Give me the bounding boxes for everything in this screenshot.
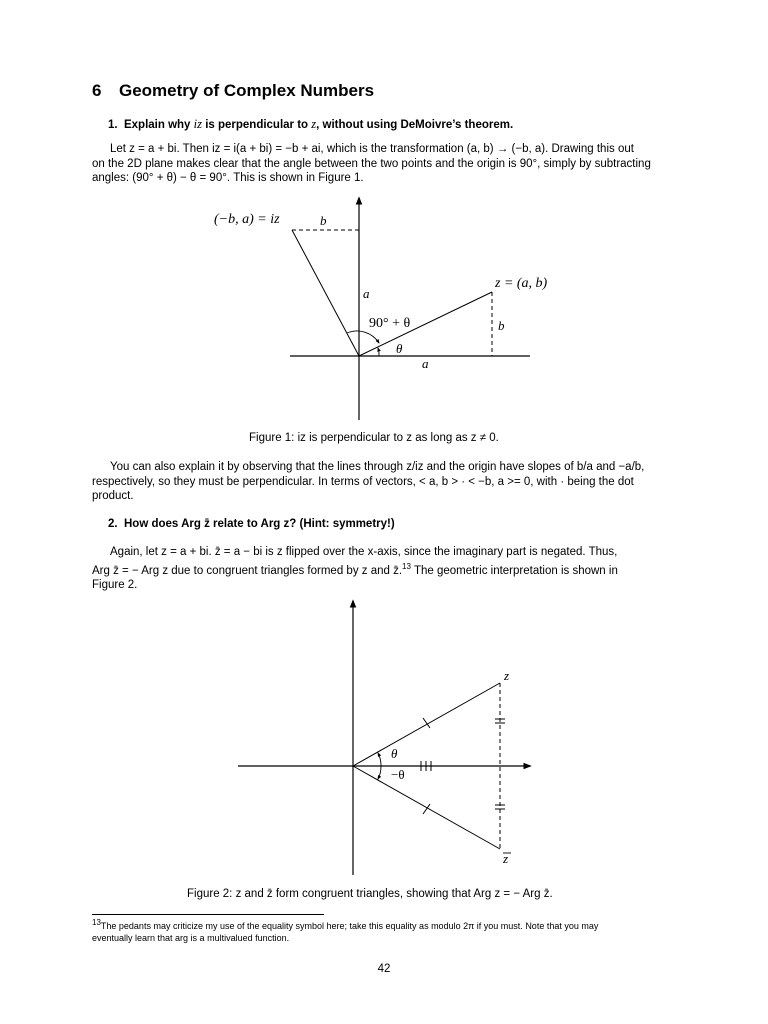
question-1-math-b: z [311, 117, 317, 131]
paragraph-3-line-3: Figure 2. [92, 578, 138, 591]
fig1-theta-arc [378, 348, 379, 356]
paragraph-3-line-2 [92, 560, 676, 578]
fig2-neg-theta-arc [378, 766, 381, 779]
fig1-label-iz: (−b, a) = iz [214, 212, 280, 227]
paragraph-2-line-2: respectively, so they must be perpendicular. In terms of vectors, < a, b > · < −b, a >= 0, with · being the dot [92, 475, 634, 488]
fig1-label-b-top: b [320, 213, 327, 228]
fig1-label-theta: θ [396, 341, 403, 356]
figure-2-diagram [230, 595, 550, 880]
fig1-label-a-left: a [363, 286, 370, 301]
footnote-mark: 13 [92, 918, 101, 927]
footnote [92, 917, 676, 944]
fig1-big-angle-arc [347, 331, 379, 343]
paragraph-1-line-3: angles: (90° + θ) − θ = 90°. This is shown in Figure 1. [92, 172, 364, 184]
paragraph-2-line-3: product. [92, 490, 134, 502]
paragraph-1-line-1: Let z = a + bi. Then iz = i(a + bi) = −b + ai, which is the transformation (a, b) → (−b, a). Drawing this out [110, 143, 634, 155]
question-1-text-a: Explain why [123, 119, 194, 131]
question-2-text: How does Arg z̄ relate to Arg z? (Hint: symmetry!) [123, 518, 395, 530]
question-2 [108, 518, 395, 530]
fig2-zbar-vector [353, 766, 500, 849]
section-title: Geometry of Complex Numbers [119, 81, 375, 100]
footnote-line-2: eventually learn that arg is a multivalued function. [92, 933, 290, 943]
fig2-z-vector [353, 683, 500, 766]
paragraph-1-line-2: on the 2D plane makes clear that the angle between the two points and the origin is 90°, simply by subtracting [92, 157, 651, 170]
figure-1-caption: Figure 1: iz is perpendicular to z as long as z ≠ 0. [249, 432, 499, 444]
fig2-label-z: z [504, 668, 510, 683]
page-number: 42 [377, 963, 391, 975]
footnote-rule [92, 914, 324, 915]
fig2-label-zbar: z [503, 851, 509, 866]
question-1-math-a: iz [193, 117, 202, 131]
paragraph-3 [92, 545, 676, 592]
footnote-line-1-text: The pedants may criticize my use of the equality symbol here; take this equality as modulo 2π if you must. Note that you may [100, 921, 599, 931]
question-1-text-b: is perpendicular to [202, 119, 312, 131]
fig2-label-theta: θ [391, 746, 398, 761]
paragraph-2-line-1: You can also explain it by observing that the lines through z/iz and the origin have slopes of b/a and −a/b, [110, 461, 645, 473]
paragraph-1 [92, 142, 676, 186]
question-1 [108, 117, 513, 132]
question-1-number: 1. [108, 119, 118, 131]
paragraph-3-line-1: Again, let z = a + bi. z̄ = a − bi is z flipped over the x-axis, since the imaginary part is negated. Thus, [110, 546, 618, 558]
fig1-label-a-bottom: a [422, 356, 429, 371]
fig1-label-z: z = (a, b) [495, 276, 548, 291]
figure-1-diagram [200, 190, 580, 430]
question-1-text-c: , without using DeMoivre’s theorem. [316, 119, 514, 131]
fig2-label-neg-theta: −θ [391, 767, 405, 782]
footnote-line-1 [92, 917, 676, 932]
figure-2-caption: Figure 2: z and z̄ form congruent triangles, showing that Arg z = − Arg z̄. [187, 888, 553, 900]
fig1-iz-vector [292, 230, 359, 356]
paragraph-3-line-2-tail: The geometric interpretation is shown in [410, 564, 618, 577]
section-number: 6 [92, 81, 102, 100]
paragraph-3-line-2-text: Arg z̄ = − Arg z due to congruent triangles formed by z and z̄. [92, 564, 403, 577]
footnote-ref-13: 13 [402, 561, 411, 571]
paragraph-2 [92, 460, 676, 504]
fig2-theta-arc [378, 753, 381, 766]
fig1-label-b-right: b [498, 318, 505, 333]
question-2-number: 2. [108, 518, 118, 530]
section-heading [92, 81, 374, 101]
fig1-label-angle: 90° + θ [369, 316, 411, 331]
